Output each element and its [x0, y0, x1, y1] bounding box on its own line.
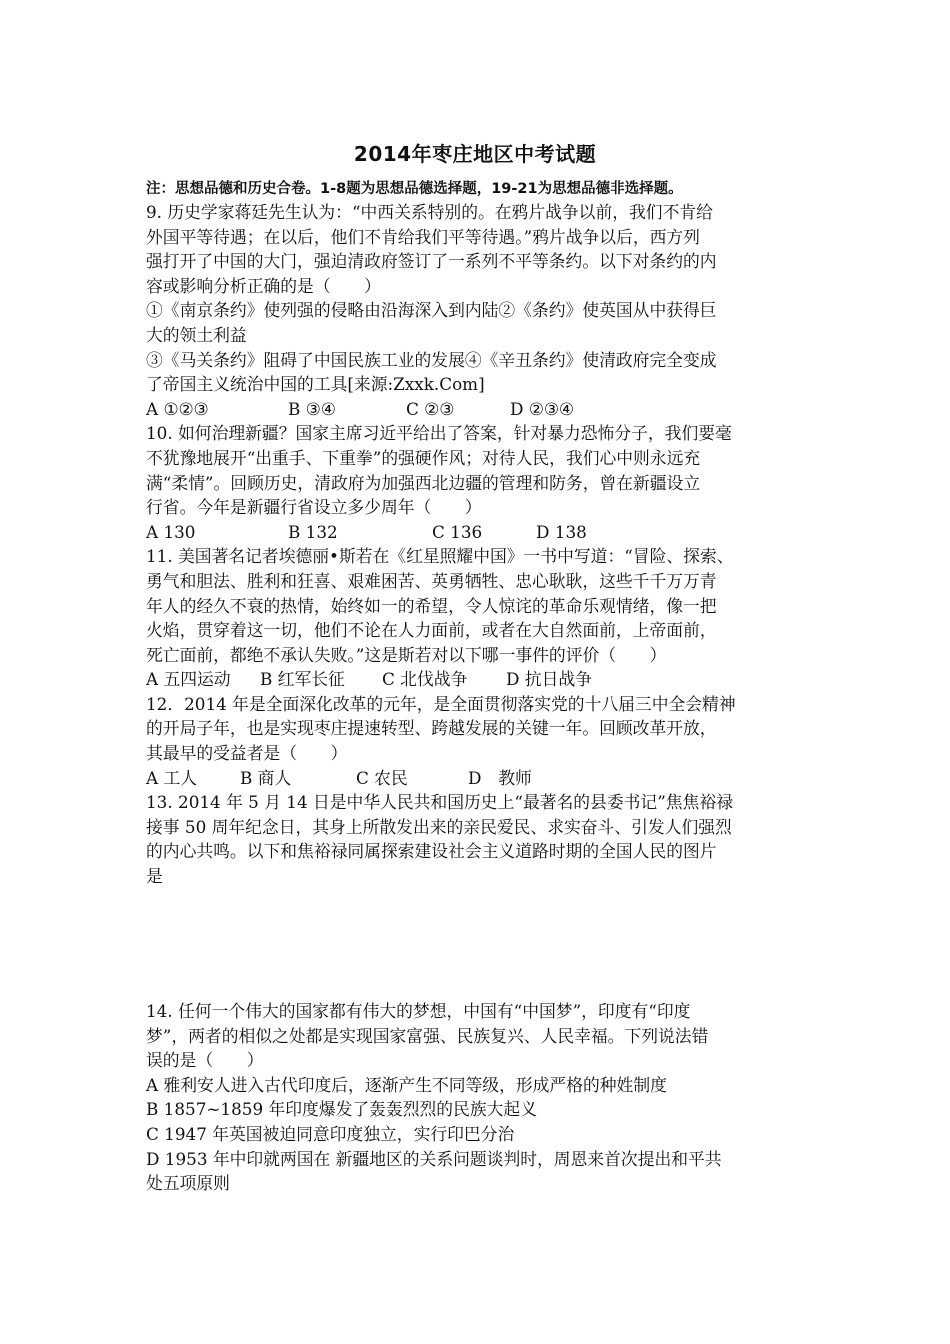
question-14-line: 梦”，两者的相似之处都是实现国家富强、民族复兴、人民幸福。下列说法错 [146, 1025, 709, 1046]
question-9-line: 大的领土利益 [146, 324, 247, 345]
question-11-line: 11. 美国著名记者埃德丽•斯若在《红星照耀中国》一书中写道：“冒险、探索、 [146, 546, 734, 567]
question-11 [146, 544, 822, 692]
question-12-line: 其最早的受益者是（ ） [146, 743, 348, 764]
questions-part-1 [146, 200, 822, 889]
exam-note: 注：思想品德和历史合卷。1-8题为思想品德选择题，19-21为思想品德非选择题。 [146, 181, 683, 197]
question-14-option-d-cont: 处五项原则 [146, 1173, 230, 1194]
option-b: B 商人 [240, 767, 292, 788]
question-10-line: 10. 如何治理新疆？国家主席习近平给出了答案，针对暴力恐怖分子，我们要毫 [146, 423, 732, 444]
question-14-option-b: B 1857~1859 年印度爆发了轰轰烈烈的民族大起义 [146, 1099, 537, 1120]
question-13-line: 13. 2014 年 5 月 14 日是中华人民共和国历史上“最著名的县委书记”焦焦裕禄 [146, 792, 733, 813]
question-10-line: 满“柔情”。回顾历史，清政府为加强西北边疆的管理和防务，曾在新疆设立 [146, 472, 701, 493]
option-b: B 132 [288, 521, 338, 542]
question-12 [146, 692, 822, 790]
question-9-line: ①《南京条约》使列强的侵略由沿海深入到内陆②《条约》使英国从中获得巨 [146, 300, 717, 321]
question-10-line: 不犹豫地展开“出重手、下重拳”的强硬作风；对待人民，我们心中则永远充 [146, 447, 701, 468]
question-13 [146, 790, 822, 888]
option-a: A 五四运动 [146, 669, 231, 690]
question-13-line: 的内心共鸣。以下和焦裕禄同属探索建设社会主义道路时期的全国人民的图片 [146, 841, 717, 862]
question-13-line: 是 [146, 866, 163, 887]
option-c: C 农民 [356, 767, 408, 788]
question-9-options [146, 397, 822, 422]
question-9-line: ③《马关条约》阻碍了中国民族工业的发展④《辛丑条约》使清政府完全变成 [146, 349, 717, 370]
question-10-line: 行省。今年是新疆行省设立多少周年（ ） [146, 497, 482, 518]
question-14-option-a: A 雅利安人进入古代印度后，逐渐产生不同等级，形成严格的种姓制度 [146, 1074, 667, 1095]
question-14-option-c: C 1947 年英国被迫同意印度独立，实行印巴分治 [146, 1123, 515, 1144]
question-9 [146, 200, 822, 421]
option-d: D ②③④ [510, 398, 574, 419]
option-a: A 工人 [146, 767, 198, 788]
option-a: A 130 [146, 521, 196, 542]
question-11-line: 火焰，贯穿着这一切，他们不论在人力面前，或者在大自然面前，上帝面前， [146, 620, 717, 641]
option-b: B ③④ [288, 398, 336, 419]
page-title: 2014年枣庄地区中考试题 [353, 142, 597, 166]
question-14-option-d: D 1953 年中印就两国在 新疆地区的关系问题谈判时，周恩来首次提出和平共 [146, 1148, 722, 1169]
option-c: C ②③ [406, 398, 455, 419]
question-12-line: 12．2014 年是全面深化改革的元年，是全面贯彻落实党的十八届三中全会精神 [146, 693, 736, 714]
question-13-line: 接事 50 周年纪念日，其身上所散发出来的亲民爱民、求实奋斗、引发人们强烈 [146, 816, 732, 837]
option-b: B 红军长征 [260, 669, 345, 690]
question-11-line: 年人的经久不衰的热情，始终如一的希望，令人惊诧的革命乐观情绪，像一把 [146, 595, 717, 616]
question-14-line: 14. 任何一个伟大的国家都有伟大的梦想，中国有“中国梦”，印度有“印度 [146, 1001, 691, 1021]
question-10-options [146, 520, 822, 545]
question-9-line: 强打开了中国的大门，强迫清政府签订了一系列不平等条约。以下对条约的内 [146, 251, 717, 272]
question-10 [146, 421, 822, 544]
questions-part-2 [146, 999, 822, 1196]
question-12-options [146, 766, 822, 791]
option-d: D 抗日战争 [506, 669, 592, 690]
question-11-line: 死亡面前，都绝不承认失败。”这是斯若对以下哪一事件的评价（ ） [146, 644, 667, 665]
option-c: C 136 [432, 521, 483, 542]
question-9-line: 9. 历史学家蒋廷先生认为：“中西关系特别的。在鸦片战争以前，我们不肯给 [146, 202, 713, 222]
question-9-line: 了帝国主义统治中国的工具[来源:Zxxk.Com] [146, 374, 485, 395]
question-14 [146, 999, 822, 1196]
question-11-options [146, 667, 822, 692]
question-9-line: 容或影响分析正确的是（ ） [146, 275, 381, 296]
question-11-line: 勇气和胆法、胜利和狂喜、艰难困苦、英勇牺牲、忠心耿耿，这些千千万万青 [146, 570, 717, 591]
option-d: D 138 [536, 521, 587, 542]
option-c: C 北伐战争 [382, 669, 468, 690]
option-d: D 教师 [468, 767, 532, 788]
question-12-line: 的开局子年，也是实现枣庄提速转型、跨越发展的关键一年。回顾改革开放， [146, 718, 717, 739]
question-14-line: 误的是（ ） [146, 1050, 264, 1071]
question-9-line: 外国平等待遇；在以后，他们不肯给我们平等待遇。”鸦片战争以后，西方列 [146, 226, 700, 247]
option-a: A ①②③ [146, 398, 209, 419]
